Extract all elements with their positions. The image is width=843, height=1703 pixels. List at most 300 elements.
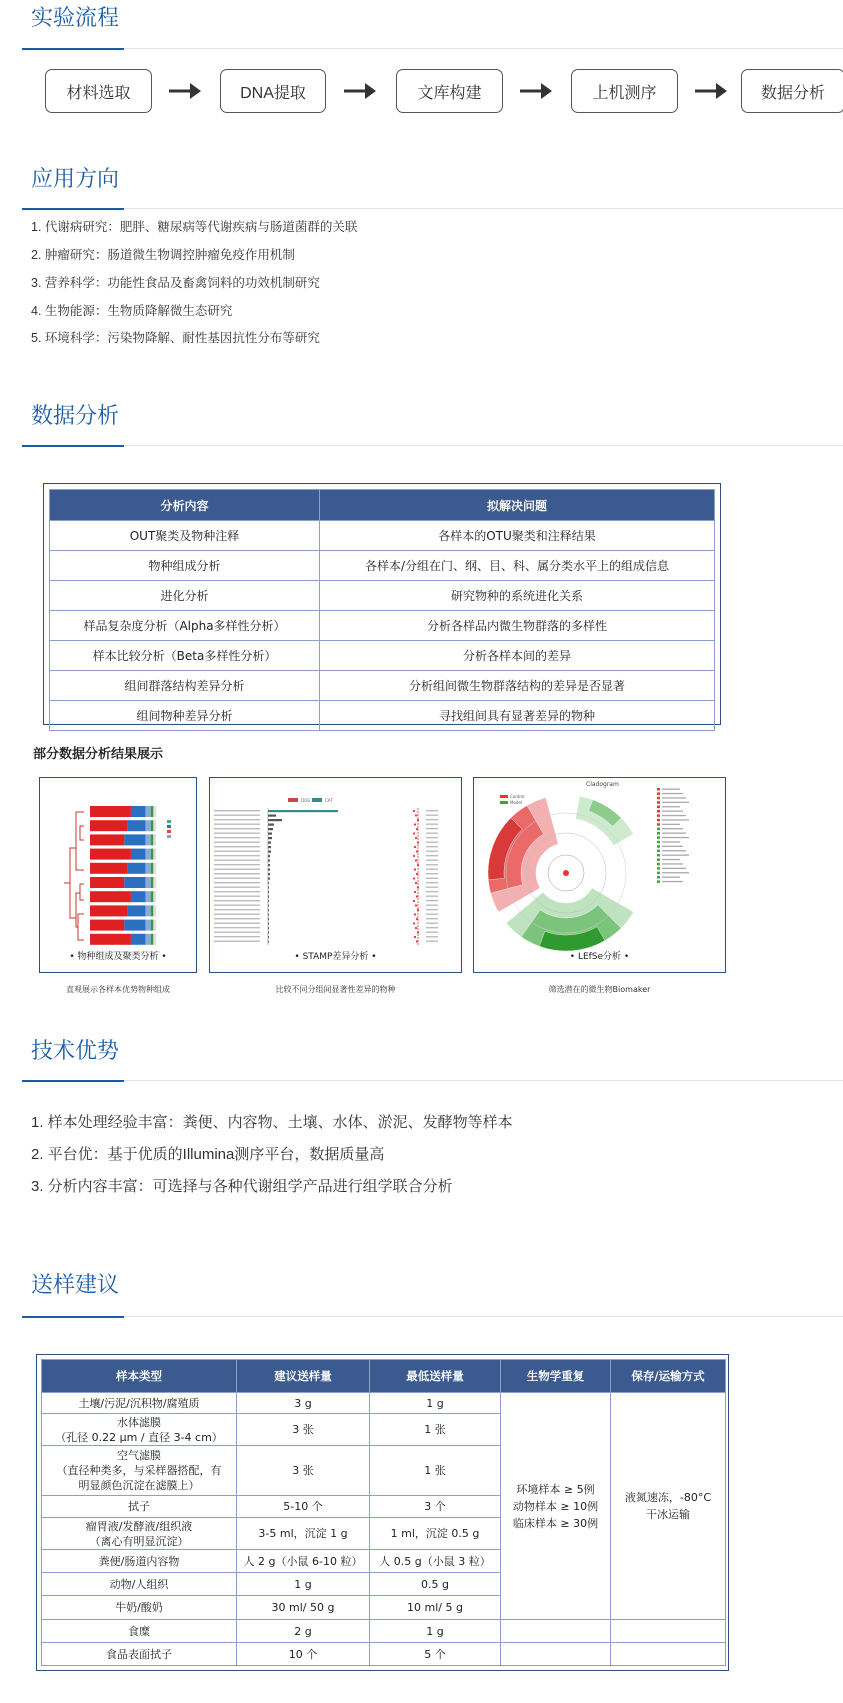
stamp-pvalue [426, 819, 438, 820]
stacked-bar-segment [153, 849, 156, 860]
advantage-item: 1. 样本处理经验丰富：粪便、内容物、土壤、水体、淤泥、发酵物等样本 [31, 1114, 513, 1131]
section-title-analysis: 数据分析 [31, 403, 120, 428]
stamp-pvalue [426, 882, 438, 883]
cladogram-legend-text [662, 855, 689, 856]
table-cell: 进化分析 [50, 581, 320, 611]
stamp-bar [268, 824, 274, 826]
cladogram-legend-key [657, 836, 660, 839]
stacked-bar-segment [153, 806, 156, 817]
table-cell: 寻找组间具有显著差异的物种 [320, 701, 715, 731]
table-cell: 组间物种差异分析 [50, 701, 320, 731]
sample-table-frame [36, 1354, 729, 1671]
section-title-sampling: 送样建议 [31, 1272, 120, 1297]
table-cell [501, 1620, 611, 1643]
table-row [50, 611, 715, 641]
figure-caption: 直观展示各样本优势物种组成 [66, 985, 170, 994]
table-cell: 1 g [370, 1393, 501, 1414]
section-accent [22, 48, 124, 50]
stamp-row-label [214, 828, 260, 829]
stacked-bar-segment [151, 863, 154, 874]
stamp-pvalue [426, 864, 438, 865]
cladogram-legend-text [662, 850, 686, 851]
table-cell: 1 g [370, 1620, 501, 1643]
table-cell: 样品复杂度分析（Alpha多样性分析） [50, 611, 320, 641]
stamp-row-label [214, 873, 260, 874]
table-cell: 10 个 [237, 1643, 370, 1666]
table-row [50, 551, 715, 581]
stacked-bar-segment [151, 820, 154, 831]
stacked-bar-segment [153, 905, 156, 916]
replicates-cell: 环境样本 ≥ 5例 动物样本 ≥ 10例 临床样本 ≥ 30例 [501, 1393, 611, 1620]
figure-caption: 筛选潜在的微生物Biomaker [548, 985, 651, 994]
section-divider [22, 48, 843, 49]
cladogram-legend-label: Model [510, 800, 523, 805]
table-header: 样本类型 [42, 1360, 237, 1393]
stamp-bar [268, 833, 272, 835]
cladogram-legend-text [662, 881, 683, 882]
table-header: 建议送样量 [237, 1360, 370, 1393]
cladogram-legend-text [662, 837, 689, 838]
section-title-advantage: 技术优势 [31, 1038, 120, 1063]
workflow-step-4: 上机测序 [571, 69, 678, 113]
table-cell: OUT聚类及物种注释 [50, 521, 320, 551]
cladogram-legend-key [657, 819, 660, 822]
stacked-bar-segment [131, 934, 146, 945]
stamp-point [415, 904, 417, 906]
stacked-bar-segment [131, 806, 146, 817]
cladogram-legend-key [657, 845, 660, 848]
sample-table [41, 1359, 726, 1666]
stamp-point [415, 837, 417, 839]
table-row [50, 701, 715, 731]
cladogram-legend-text [662, 872, 689, 873]
stamp-pvalue [426, 869, 438, 870]
stacked-bar-segment [145, 877, 150, 888]
cladogram-legend-text [662, 859, 680, 860]
application-item: 1. 代谢病研究：肥胖、糖尿病等代谢疾病与肠道菌群的关联 [31, 220, 358, 234]
stamp-row-label [214, 914, 260, 915]
stamp-row-label [214, 900, 260, 901]
stamp-bar-plot [210, 778, 462, 973]
stamp-row-label [214, 833, 260, 834]
table-cell [501, 1643, 611, 1666]
stamp-pvalue [426, 923, 438, 924]
stamp-row-label [214, 923, 260, 924]
figure-label: • STAMP差异分析 • [294, 952, 377, 962]
stacked-bar-segment [153, 934, 156, 945]
analysis-table [49, 489, 715, 731]
cladogram-legend-text [662, 806, 680, 807]
stamp-point [414, 891, 416, 893]
stamp-bar [268, 815, 276, 817]
cladogram-legend-text [662, 797, 686, 798]
stacked-bar-segment [124, 834, 145, 845]
table-header: 生物学重复 [501, 1360, 611, 1393]
table-cell: 3 个 [370, 1496, 501, 1518]
cladogram-legend-key [657, 854, 660, 857]
cladogram-legend-key [657, 863, 660, 866]
cladogram-legend-key [657, 850, 660, 853]
stamp-pvalue [426, 936, 438, 937]
stamp-bar [268, 810, 338, 812]
stamp-pvalue [426, 824, 438, 825]
stamp-pvalue [426, 891, 438, 892]
stacked-bar-segment [151, 891, 154, 902]
section-divider [22, 445, 843, 446]
cladogram-legend-text [662, 828, 683, 829]
table-cell: 10 ml/ 5 g [370, 1596, 501, 1620]
stacked-bar-segment [90, 877, 124, 888]
stacked-bar-segment [90, 891, 131, 902]
table-row [50, 521, 715, 551]
table-header: 分析内容 [50, 490, 320, 521]
cladogram-legend-text [662, 841, 680, 842]
table-cell: 1 ml，沉淀 0.5 g [370, 1518, 501, 1550]
stamp-pvalue [426, 927, 438, 928]
table-row [50, 641, 715, 671]
figure-label: • 物种组成及聚类分析 • [69, 952, 167, 962]
stamp-row-label [214, 815, 260, 816]
cladogram-legend-text [662, 824, 680, 825]
lefse-cladogram [474, 778, 726, 973]
stamp-pvalue [426, 833, 438, 834]
cladogram-legend-text [662, 819, 689, 820]
table-row [42, 1393, 726, 1414]
section-divider [22, 1080, 843, 1081]
stamp-row-label [214, 918, 260, 919]
arrow-right-icon [343, 80, 377, 102]
stamp-row-label [214, 905, 260, 906]
stacked-bar-segment [90, 920, 124, 931]
table-cell: 5 个 [370, 1643, 501, 1666]
workflow-step-1: 材料选取 [45, 69, 152, 113]
table-header: 最低送样量 [370, 1360, 501, 1393]
table-cell: 1 g [237, 1573, 370, 1596]
cladogram-legend-text [662, 846, 683, 847]
stacked-bar-segment [124, 920, 145, 931]
table-header: 拟解决问题 [320, 490, 715, 521]
workflow-step-3: 文库构建 [396, 69, 503, 113]
stamp-point [413, 810, 415, 812]
table-cell: 2 g [237, 1620, 370, 1643]
stacked-bar-segment [153, 820, 156, 831]
stamp-row-label [214, 851, 260, 852]
stamp-point [415, 859, 417, 861]
figure-lefse-analysis [473, 777, 726, 973]
arrow-right-icon [519, 80, 553, 102]
table-header: 保存/运输方式 [611, 1360, 726, 1393]
stamp-pvalue [426, 851, 438, 852]
stamp-pvalue [426, 918, 438, 919]
stamp-bar [268, 828, 273, 830]
stamp-row-label [214, 824, 260, 825]
stacked-bar-segment [124, 877, 145, 888]
stamp-pvalue [426, 914, 438, 915]
table-cell: 样本比较分析（Beta多样性分析） [50, 641, 320, 671]
cladogram-legend-key [657, 880, 660, 883]
cladogram-legend-text [662, 802, 689, 803]
table-cell: 组间群落结构差异分析 [50, 671, 320, 701]
stamp-row-label [214, 842, 260, 843]
stamp-row-label [214, 936, 260, 937]
table-cell: 3 张 [237, 1446, 370, 1496]
table-row [42, 1643, 726, 1666]
stamp-point [414, 913, 416, 915]
figure-stamp-analysis [209, 777, 462, 973]
table-cell: 1 张 [370, 1446, 501, 1496]
stacked-bar-segment [151, 834, 154, 845]
cladogram-title: Cladogram [586, 781, 619, 788]
table-cell: 30 ml/ 50 g [237, 1596, 370, 1620]
stamp-point [415, 927, 417, 929]
table-cell: 粪便/肠道内容物 [42, 1550, 237, 1573]
table-cell: 分析组间微生物群落结构的差异是否显著 [320, 671, 715, 701]
stacked-bar-segment [90, 834, 124, 845]
table-cell: 3 张 [237, 1414, 370, 1446]
table-cell: 分析各样品内微生物群落的多样性 [320, 611, 715, 641]
stacked-bar-segment [151, 877, 154, 888]
stamp-pvalue [426, 900, 438, 901]
stamp-pvalue [426, 815, 438, 816]
table-row [50, 581, 715, 611]
cladogram-root [563, 870, 569, 876]
application-item: 2. 肿瘤研究：肠道微生物调控肿瘤免疫作用机制 [31, 248, 295, 262]
cladogram-legend-text [662, 863, 683, 864]
stamp-row-label [214, 864, 260, 865]
cladogram-legend-text [662, 868, 686, 869]
cladogram-legend-text [662, 833, 686, 834]
cladogram-legend-key [657, 788, 660, 791]
stamp-pvalue [426, 896, 438, 897]
stamp-row-label [214, 882, 260, 883]
table-cell: 物种组成分析 [50, 551, 320, 581]
stacked-bar-segment [145, 834, 150, 845]
cladogram-legend-key [657, 832, 660, 835]
cladogram-legend-key [657, 867, 660, 870]
stamp-point [413, 900, 415, 902]
table-cell: 各样本/分组在门、纲、目、科、属分类水平上的组成信息 [320, 551, 715, 581]
table-cell: 食品表面拭子 [42, 1643, 237, 1666]
table-cell: 动物/人组织 [42, 1573, 237, 1596]
stacked-bar-segment [153, 863, 156, 874]
stamp-pvalue [426, 846, 438, 847]
figure-caption: 比较不同分组间显著性差异的物种 [275, 985, 396, 994]
cladogram-legend-key [657, 841, 660, 844]
stacked-bar-segment [151, 806, 154, 817]
stacked-bar-clustering-plot [40, 778, 197, 973]
stamp-bar [268, 842, 271, 844]
arrow-right-icon [168, 80, 202, 102]
advantage-item: 3. 分析内容丰富：可选择与各种代谢组学产品进行组学联合分析 [31, 1178, 453, 1195]
stacked-bar-segment [90, 849, 131, 860]
table-cell: 研究物种的系统进化关系 [320, 581, 715, 611]
cladogram-legend-key [657, 797, 660, 800]
stacked-bar-segment [145, 806, 150, 817]
cladogram-legend-text [662, 811, 683, 812]
cladogram-legend-text [662, 793, 683, 794]
stamp-row-label [214, 887, 260, 888]
stacked-bar-segment [145, 905, 150, 916]
application-item: 3. 营养科学：功能性食品及畜禽饲料的功效机制研究 [31, 276, 320, 290]
stacked-bar-segment [128, 863, 146, 874]
workflow-step-5: 数据分析 [741, 69, 843, 113]
stacked-bar-segment [90, 934, 131, 945]
table-cell [611, 1620, 726, 1643]
table-cell: 分析各样本间的差异 [320, 641, 715, 671]
stacked-bar-segment [151, 920, 154, 931]
table-cell: 人 0.5 g（小鼠 3 粒） [370, 1550, 501, 1573]
table-cell: 牛奶/酸奶 [42, 1596, 237, 1620]
figure-species-composition [39, 777, 197, 973]
stamp-row-label [214, 846, 260, 847]
stamp-bar [268, 851, 271, 853]
stacked-bar-segment [90, 863, 128, 874]
stamp-row-label [214, 819, 260, 820]
stacked-bar-segment [131, 849, 146, 860]
table-cell: 拭子 [42, 1496, 237, 1518]
section-accent [22, 1080, 124, 1082]
cladogram-legend-key [657, 806, 660, 809]
stacked-bar-segment [145, 849, 150, 860]
table-cell: 3 g [237, 1393, 370, 1414]
cladogram-legend-key [657, 801, 660, 804]
stamp-point [413, 832, 415, 834]
stamp-row-label [214, 891, 260, 892]
stamp-pvalue [426, 828, 438, 829]
stamp-row-label [214, 927, 260, 928]
stamp-pvalue [426, 909, 438, 910]
stamp-point [414, 846, 416, 848]
stacked-bar-segment [153, 920, 156, 931]
table-cell: 3-5 ml，沉淀 1 g [237, 1518, 370, 1550]
stamp-legend-label: CAT [325, 798, 333, 803]
stamp-point [415, 882, 417, 884]
stamp-row-label [214, 869, 260, 870]
table-cell: 瘤胃液/发酵液/组织液 （离心有明显沉淀） [42, 1518, 237, 1550]
stamp-point [413, 855, 415, 857]
section-divider [22, 208, 843, 209]
cladogram-legend-key [657, 810, 660, 813]
storage-cell: 液氮速冻，-80°C 干冰运输 [611, 1393, 726, 1620]
section-divider [22, 1316, 843, 1317]
stamp-point [415, 814, 417, 816]
table-cell: 5-10 个 [237, 1496, 370, 1518]
stacked-bar-segment [145, 934, 150, 945]
stamp-bar [268, 819, 282, 821]
stacked-bar-segment [128, 820, 146, 831]
workflow-step-2: DNA提取 [220, 69, 326, 113]
stamp-point [413, 922, 415, 924]
table-cell: 空气滤膜 （直径种类多，与采样器搭配，有 明显颜色沉淀在滤膜上） [42, 1446, 237, 1496]
section-accent [22, 208, 124, 210]
cladogram-legend-key [657, 814, 660, 817]
section-title-workflow: 实验流程 [31, 5, 120, 30]
stamp-pvalue [426, 860, 438, 861]
stacked-bar-segment [151, 934, 154, 945]
stamp-pvalue [426, 905, 438, 906]
stamp-row-label [214, 941, 260, 942]
stamp-row-label [214, 810, 260, 811]
stamp-pvalue [426, 837, 438, 838]
stamp-pvalue [426, 878, 438, 879]
stamp-row-label [214, 860, 260, 861]
stamp-point [414, 868, 416, 870]
cladogram-legend-key [657, 872, 660, 875]
stamp-pvalue [426, 842, 438, 843]
table-cell: 各样本的OTU聚类和注释结果 [320, 521, 715, 551]
application-item: 4. 生物能源：生物质降解微生态研究 [31, 304, 233, 318]
table-cell: 人 2 g（小鼠 6-10 粒） [237, 1550, 370, 1573]
stacked-bar-segment [90, 806, 131, 817]
results-title: 部分数据分析结果展示 [33, 747, 164, 762]
arrow-right-icon [694, 80, 728, 102]
cladogram-legend-key [657, 792, 660, 795]
cladogram-legend-key [657, 858, 660, 861]
stamp-pvalue [426, 810, 438, 811]
stacked-bar-segment [151, 905, 154, 916]
analysis-table-frame [43, 483, 721, 725]
stamp-row-label [214, 878, 260, 879]
stamp-pvalue [426, 873, 438, 874]
stamp-bar [268, 846, 271, 848]
cladogram-legend-key [657, 876, 660, 879]
table-cell: 1 张 [370, 1414, 501, 1446]
stacked-bar-segment [153, 834, 156, 845]
stacked-bar-segment [90, 905, 128, 916]
stamp-pvalue [426, 855, 438, 856]
cladogram-legend-key [657, 828, 660, 831]
stamp-pvalue [426, 941, 438, 942]
cladogram-legend-text [662, 815, 686, 816]
stacked-bar-segment [153, 877, 156, 888]
stamp-row-label [214, 896, 260, 897]
cladogram-legend-key [657, 823, 660, 826]
stacked-bar-segment [145, 863, 150, 874]
stamp-row-label [214, 855, 260, 856]
figure-label: • LEfSe分析 • [569, 952, 630, 962]
stamp-pvalue [426, 887, 438, 888]
stamp-point [414, 823, 416, 825]
advantage-item: 2. 平台优：基于优质的Illumina测序平台，数据质量高 [31, 1146, 385, 1163]
stacked-bar-segment [90, 820, 128, 831]
application-item: 5. 环境科学：污染物降解、耐性基因抗性分布等研究 [31, 331, 320, 345]
stacked-bar-segment [145, 820, 150, 831]
table-cell: 土壤/污泥/沉积物/腐殖质 [42, 1393, 237, 1414]
stacked-bar-segment [151, 849, 154, 860]
stamp-bar [268, 837, 272, 839]
cladogram-wedge [576, 796, 634, 845]
stacked-bar-segment [145, 920, 150, 931]
section-title-application: 应用方向 [31, 166, 120, 191]
table-cell: 水体滤膜 （孔径 0.22 μm / 直径 3-4 cm） [42, 1414, 237, 1446]
stamp-row-label [214, 909, 260, 910]
table-cell: 食糜 [42, 1620, 237, 1643]
table-cell: 0.5 g [370, 1573, 501, 1596]
stacked-bar-segment [153, 891, 156, 902]
stamp-pvalue [426, 932, 438, 933]
stamp-row-label [214, 837, 260, 838]
stamp-legend-label: DOG [301, 798, 311, 803]
cladogram-legend-text [662, 789, 680, 790]
table-cell [611, 1643, 726, 1666]
stacked-bar-segment [128, 905, 146, 916]
stamp-point [413, 877, 415, 879]
stamp-row-label [214, 932, 260, 933]
cladogram-legend-text [662, 877, 680, 878]
stacked-bar-segment [145, 891, 150, 902]
stacked-bar-segment [131, 891, 146, 902]
table-row [50, 671, 715, 701]
